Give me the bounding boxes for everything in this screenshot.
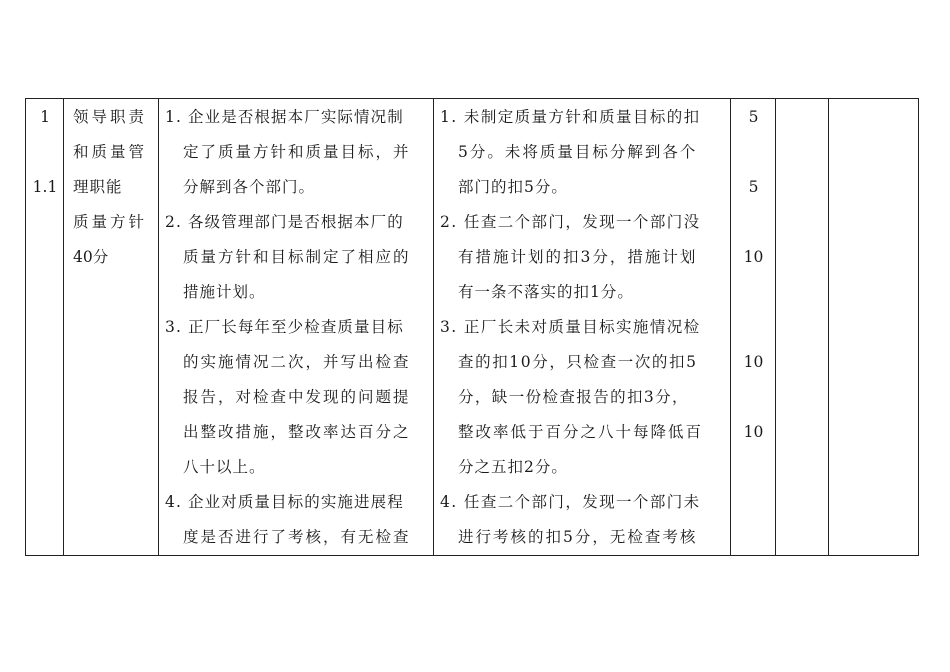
scoring-line: 3. 正厂长未对质量目标实施情况检 <box>440 318 701 336</box>
score-value: 5 <box>748 178 759 196</box>
scoring-line: 5分。未将质量目标分解到各个 <box>458 143 698 161</box>
scoring-line: 有措施计划的扣3分，措施计划 <box>458 248 698 266</box>
requirement-line: 报告，对检查中发现的问题提 <box>183 388 411 406</box>
scoring-line: 进行考核的扣5分，无检查考核 <box>458 528 698 546</box>
scoring-line: 分之五扣2分。 <box>458 458 568 476</box>
score-value: 10 <box>743 353 764 371</box>
scoring-line: 部门的扣5分。 <box>458 178 568 196</box>
requirement-line: 3. 正厂长每年至少检查质量目标 <box>165 318 404 336</box>
scoring-line: 4. 任查二个部门，发现一个部门未 <box>440 493 701 511</box>
scoring-line: 1. 未制定质量方针和质量目标的扣 <box>440 108 701 126</box>
requirement-line: 4. 企业对质量目标的实施进展程 <box>165 493 404 511</box>
scoring-line: 整改率低于百分之八十每降低百 <box>458 423 704 441</box>
category-cell <box>64 99 159 555</box>
sub-item-number: 1.1 <box>32 178 58 196</box>
category-line: 40分 <box>73 248 109 266</box>
evaluation-table <box>25 98 919 556</box>
score-value: 10 <box>743 423 764 441</box>
requirement-line: 度是否进行了考核，有无检查 <box>183 528 411 546</box>
scoring-line: 有一条不落实的扣1分。 <box>458 283 634 301</box>
scoring-line: 分，缺一份检查报告的扣3分， <box>458 388 689 406</box>
category-line: 领导职责 <box>73 108 148 126</box>
requirement-line: 1. 企业是否根据本厂实际情况制 <box>165 108 404 126</box>
category-line: 质量方针 <box>73 213 148 231</box>
item-number: 1 <box>40 108 50 126</box>
requirement-line: 定了质量方针和质量目标，并 <box>183 143 411 161</box>
scoring-line: 查的扣10分，只检查一次的扣5 <box>458 353 698 371</box>
scoring-criteria-cell <box>434 99 731 555</box>
requirement-line: 八十以上。 <box>183 458 266 476</box>
requirement-line: 2. 各级管理部门是否根据本厂的 <box>165 213 404 231</box>
item-number-cell <box>26 99 64 555</box>
requirement-line: 分解到各个部门。 <box>183 178 316 196</box>
empty-cell <box>829 99 920 555</box>
score-cell <box>731 99 776 555</box>
requirement-line: 质量方针和目标制定了相应的 <box>183 248 411 266</box>
requirement-line: 措施计划。 <box>183 283 266 301</box>
requirement-line: 出整改措施，整改率达百分之 <box>183 423 411 441</box>
scoring-line: 2. 任查二个部门，发现一个部门没 <box>440 213 701 231</box>
category-line: 和质量管 <box>73 143 148 161</box>
category-line: 理职能 <box>73 178 123 196</box>
empty-cell <box>776 99 829 555</box>
score-value: 5 <box>748 108 759 126</box>
requirements-cell <box>159 99 434 555</box>
score-value: 10 <box>743 248 764 266</box>
requirement-line: 的实施情况二次，并写出检查 <box>183 353 411 371</box>
